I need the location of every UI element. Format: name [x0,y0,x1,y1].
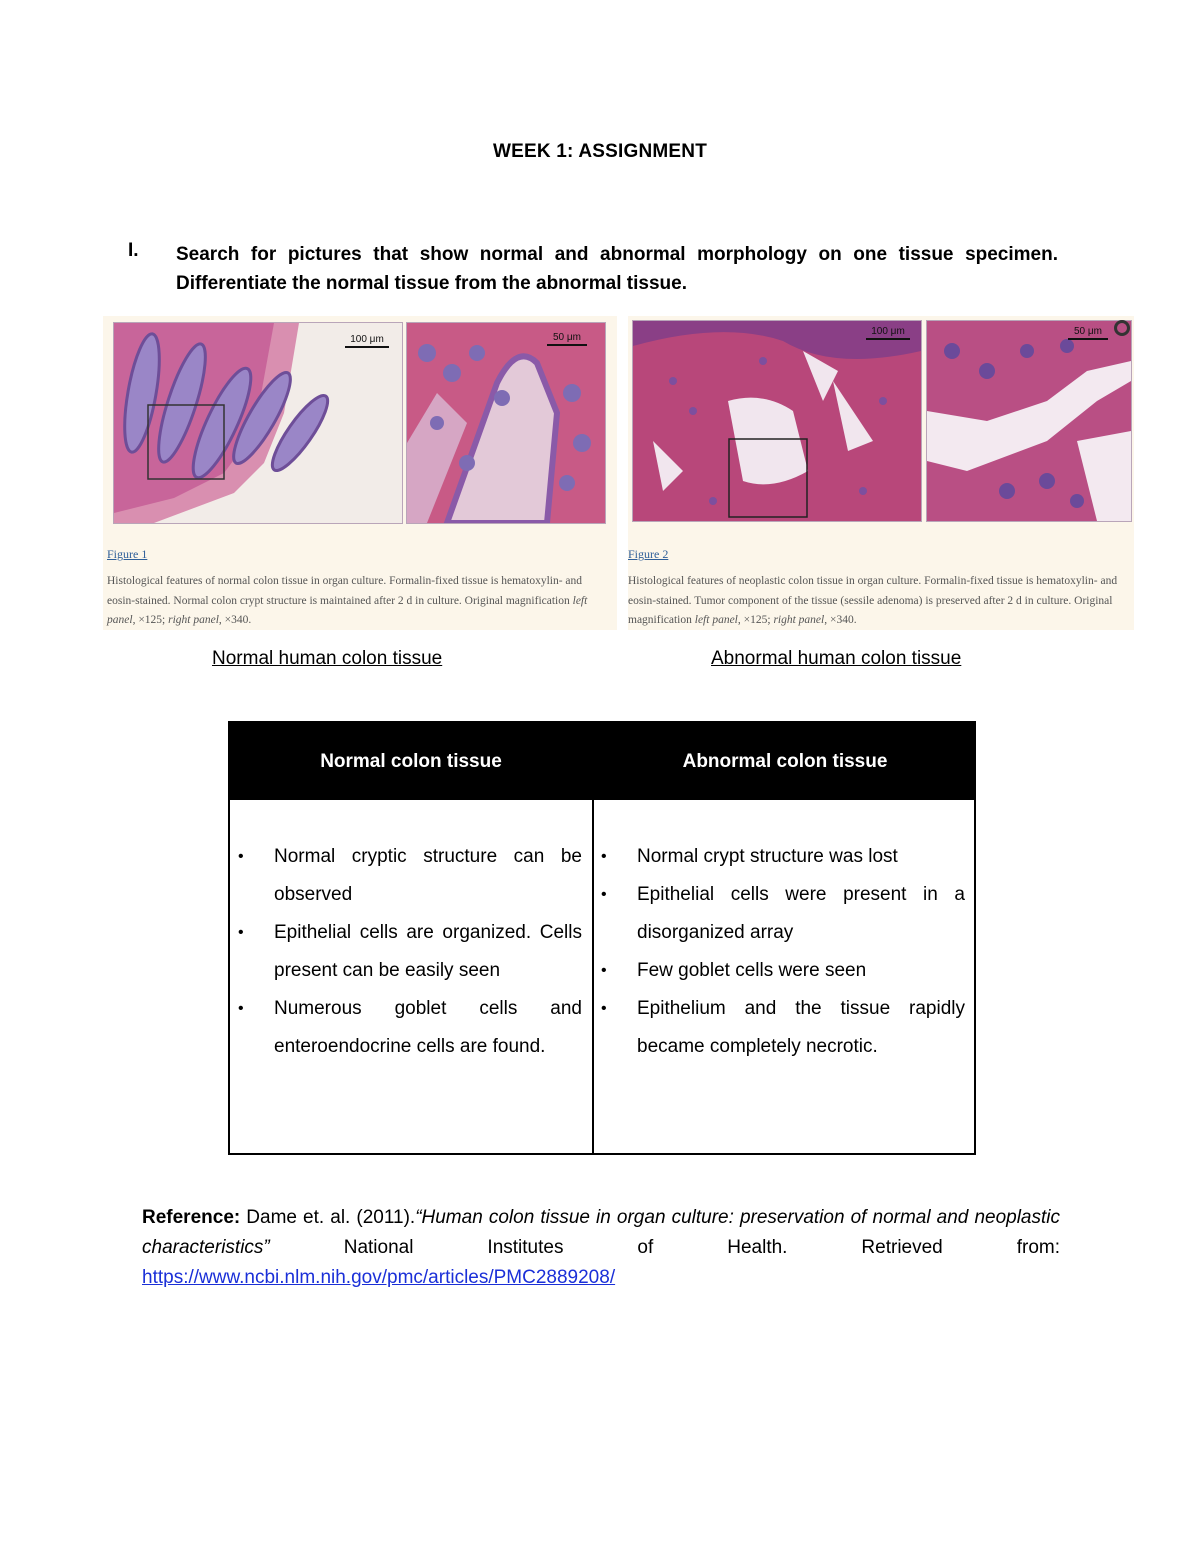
figure-1-caption-left-label: left panel [107,594,588,626]
header-abnormal: Abnormal colon tissue [682,751,888,772]
reference-source: National Institutes of Health. Retrieved from: [269,1237,1060,1258]
figure-2-caption-right-value: , ×340. [824,614,857,626]
figure-1-right-scale-bar [547,332,587,346]
figure-1 [103,316,617,630]
figure-2-caption-right-label: right panel [773,614,825,626]
figure-1-caption [107,572,611,631]
figure-2-link[interactable]: Figure 2 [628,547,669,561]
page-title: WEEK 1: ASSIGNMENT [492,141,708,162]
list-item: • Epithelial cells are organized. Cells present can be easily seen [230,914,582,990]
list-item: • Normal cryptic structure can be observed [230,838,582,914]
figure-2 [628,316,1134,630]
scale-line [547,344,587,346]
figure-2-right-scale-bar [1068,326,1108,340]
scale-line [345,346,389,348]
abnormal-list [593,838,965,1066]
figure-1-link[interactable]: Figure 1 [107,547,148,561]
figure-1-caption-left-value: , ×125; [132,614,169,626]
zoom-circle-icon [1114,320,1130,336]
figure-2-caption [628,572,1130,631]
figure-2-caption-left-label: left panel [694,614,738,626]
header-normal: Normal colon tissue [320,751,502,772]
table-header-row [230,723,974,800]
reference-link[interactable]: https://www.ncbi.nlm.nih.gov/pmc/articles/PMC2889208/ [142,1267,616,1288]
normal-list [230,838,582,1066]
figure-1-left-scale-bar [345,334,389,348]
figure-1-caption-text: Histological features of normal colon tissue in organ culture. Formalin-fixed tissue is hematoxylin- and eosin-stained. Normal colon crypt structure is maintained after 2 d in culture. Original magnification [107,575,583,607]
scale-line [1068,338,1108,340]
figure-2-left-panel-image [632,320,922,522]
figure-2-right-scale-label: 50 μm [1074,326,1102,337]
comparison-table [228,721,976,1155]
reference-title: “Human colon tissue in organ culture: preservation of normal and neoplastic characteristics” [142,1207,1060,1258]
list-item: • Few goblet cells were seen [593,952,965,990]
reference [142,1203,1060,1293]
figure-1-right-scale-label: 50 μm [553,332,581,343]
figure-2-right-panel-image [926,320,1132,522]
figure-2-left-scale-label: 100 μm [871,326,905,337]
list-item: • Normal crypt structure was lost [593,838,965,876]
figure-2-left-scale-bar [866,326,910,340]
list-item: • Numerous goblet cells and enteroendocrine cells are found. [230,990,582,1066]
question-text: Search for pictures that show normal and abnormal morphology on one tissue specimen. Differentiate the normal tissue from the abnormal tissue. [176,244,1058,294]
figure-2-caption-left-value: , ×125; [737,614,774,626]
scale-line [866,338,910,340]
normal-tissue-label: Normal human colon tissue [212,648,443,669]
figure-1-caption-right-value: , ×340. [218,614,252,626]
list-item: • Epithelium and the tissue rapidly became completely necrotic. [593,990,965,1066]
reference-label: Reference: [142,1207,241,1228]
figure-2-caption-text: Histological features of neoplastic colon tissue in organ culture. Formalin-fixed tissue is hematoxylin- and eosin-stained. Tumor component of the tissue (sessile adenoma) is preserved after 2 d in culture. Original magnification [628,575,1118,626]
question-number: I. [128,240,139,261]
figure-1-caption-right-label: right panel [168,614,219,626]
list-item: • Epithelial cells were present in a disorganized array [593,876,965,952]
figure-1-right-panel-image [406,322,606,524]
figure-1-left-scale-label: 100 μm [350,334,384,345]
figure-1-left-panel-image [113,322,403,524]
abnormal-tissue-label: Abnormal human colon tissue [711,648,962,669]
reference-authors: Dame et. al. (2011). [240,1207,416,1228]
